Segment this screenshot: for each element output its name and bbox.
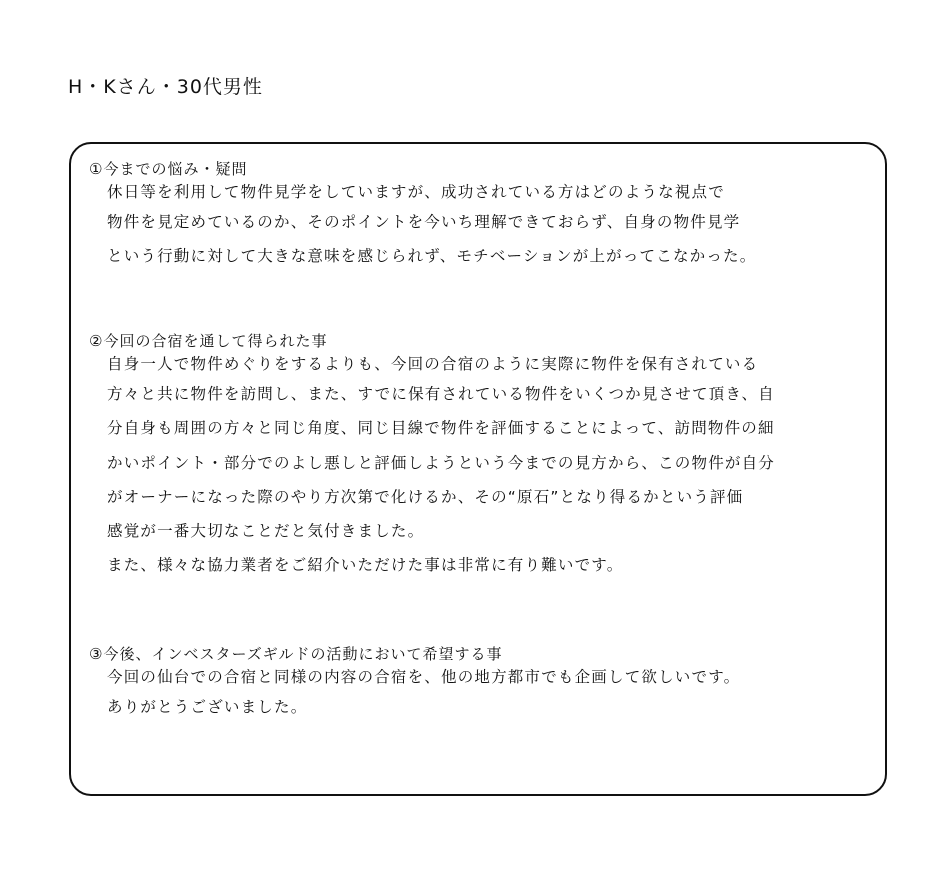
body-line: 方々と共に物件を訪問し、また、すでに保有されている物件をいくつか見させて頂き、自 — [107, 385, 775, 403]
testimonial-card — [69, 142, 887, 796]
body-line: 分自身も周囲の方々と同じ角度、同じ目線で物件を評価することによって、訪問物件の細 — [107, 419, 775, 438]
section-heading: ②今回の合宿を通して得られた事 — [89, 332, 328, 350]
body-line: かいポイント・部分でのよし悪しと評価しようという今までの見方から、この物件が自分 — [107, 453, 776, 472]
section-body — [107, 180, 875, 274]
body-line: 今回の仙台での合宿と同様の内容の合宿を、他の地方都市でも企画して欲しいです。 — [107, 668, 741, 686]
section-heading: ③今後、インベスターズギルドの活動において希望する事 — [89, 645, 503, 663]
section-requests — [89, 643, 875, 724]
body-line: 物件を見定めているのか、そのポイントを今いち理解できておらず、自身の物件見学 — [107, 213, 741, 231]
body-line: 感覚が一番大切なことだと気付きました。 — [107, 522, 425, 541]
body-line: また、様々な協力業者をご紹介いただけた事は非常に有り難いです。 — [107, 556, 624, 575]
page-title: H・Kさん・30代男性 — [68, 76, 263, 98]
body-line: がオーナーになった際のやり方次第で化けるか、その“原石”となり得るかという評価 — [107, 487, 744, 506]
section-heading: ①今までの悩み・疑問 — [89, 160, 248, 178]
body-line: 休日等を利用して物件見学をしていますが、成功されている方はどのような視点で — [107, 183, 725, 201]
section-concerns — [89, 158, 875, 274]
section-body — [107, 665, 875, 724]
body-line: ありがとうございました。 — [107, 698, 308, 716]
body-line: という行動に対して大きな意味を感じられず、モチベーションが上がってこなかった。 — [107, 247, 757, 266]
section-body — [107, 352, 875, 583]
body-line: 自身一人で物件めぐりをするよりも、今回の合宿のように実際に物件を保有されている — [107, 355, 759, 373]
section-gains — [89, 330, 875, 583]
